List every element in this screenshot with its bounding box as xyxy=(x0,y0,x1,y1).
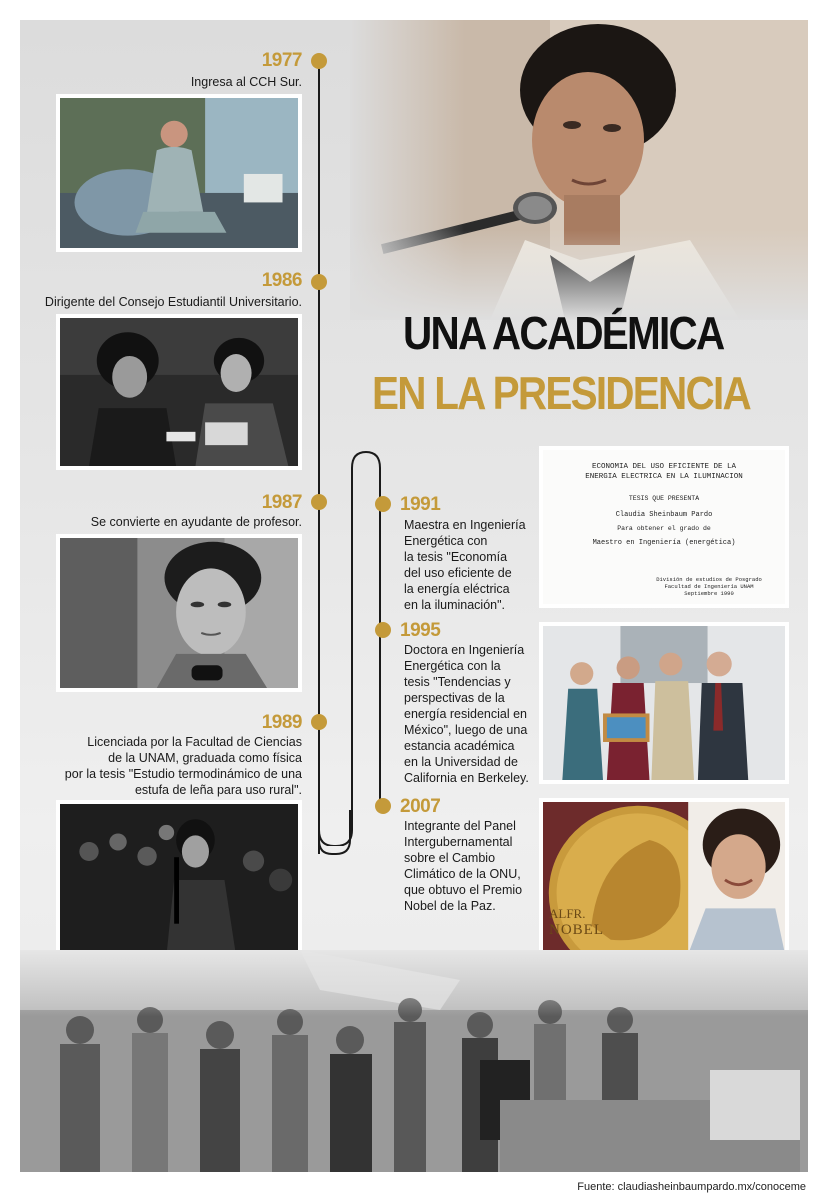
thesis-division: División de estudios de Posgrado xyxy=(656,576,762,583)
timeline-dot-2007 xyxy=(375,798,391,814)
nobel-text-alfr: ALFR. xyxy=(549,906,586,921)
thesis-faculty: Facultad de Ingeniería UNAM xyxy=(664,583,754,590)
thesis-document-photo xyxy=(539,446,789,608)
text-1995-line2: Energética con la xyxy=(404,659,501,673)
text-1991-line5: la energía eléctrica xyxy=(404,582,510,596)
year-1991: 1991 xyxy=(400,494,441,515)
thesis-date: Septiembre 1990 xyxy=(684,590,734,597)
year-1989: 1989 xyxy=(261,712,302,733)
speaker-at-rally-photo xyxy=(56,800,302,960)
woman-at-microphone-photo xyxy=(56,534,302,692)
year-1986: 1986 xyxy=(261,270,302,291)
thesis-title-line2: ENERGIA ELECTRICA EN LA ILUMINACION xyxy=(585,473,743,481)
academic-group-photo xyxy=(539,622,789,784)
text-1995-line1: Doctora en Ingeniería xyxy=(404,643,525,657)
nobel-medal-photo xyxy=(539,798,789,958)
text-1989-line3: por la tesis "Estudio termodinámico de una xyxy=(64,767,302,781)
text-1991-line3: la tesis "Economía xyxy=(404,550,508,564)
text-2007-line6: Nobel de la Paz. xyxy=(404,899,496,913)
infographic-panel xyxy=(20,20,808,1172)
text-1991 xyxy=(404,517,534,613)
timeline-dot-1987 xyxy=(311,494,327,510)
text-1989-line1: Licenciada por la Facultad de Ciencias xyxy=(87,735,302,749)
main-title-line2: EN LA PRESIDENCIA xyxy=(372,367,750,419)
text-1986: Dirigente del Consejo Estudiantil Universitario. xyxy=(44,295,302,309)
hero-portrait-photo xyxy=(350,20,808,320)
timeline-dot-1995 xyxy=(375,622,391,638)
year-1977: 1977 xyxy=(261,50,302,71)
young-woman-seated-photo xyxy=(56,94,302,252)
thesis-presenta: TESIS QUE PRESENTA xyxy=(628,495,700,502)
text-1977: Ingresa al CCH Sur. xyxy=(190,75,302,89)
student-protest-crowd-photo xyxy=(20,950,808,1172)
timeline-loop xyxy=(316,450,386,846)
text-2007 xyxy=(404,818,534,914)
thesis-grado: Para obtener el grado de xyxy=(617,525,711,532)
text-1991-line6: en la iluminación". xyxy=(404,598,506,612)
text-1989-line4: estufa de leña para uso rural". xyxy=(134,783,302,797)
year-2007: 2007 xyxy=(400,796,441,817)
text-1991-line2: Energética con xyxy=(404,534,488,548)
text-1995-line9: California en Berkeley. xyxy=(404,771,529,785)
text-1995-line5: energía residencial en xyxy=(404,707,527,721)
text-1991-line4: del uso eficiente de xyxy=(404,566,512,580)
text-1991-line1: Maestra en Ingeniería xyxy=(404,518,526,532)
text-1995-line8: en la Universidad de xyxy=(404,755,518,769)
timeline-loop-bottom xyxy=(318,810,358,856)
text-1995-line6: México", luego de una xyxy=(404,723,528,737)
main-title-line1: UNA ACADÉMICA xyxy=(403,307,724,359)
text-2007-line3: sobre el Cambio xyxy=(404,851,496,865)
timeline-dot-1986 xyxy=(311,274,327,290)
source-footer: Fuente: claudiasheinbaumpardo.mx/conoceme xyxy=(577,1181,806,1193)
thesis-degree: Maestro en Ingeniería (energética) xyxy=(592,539,736,547)
text-1989-line2: de la UNAM, graduada como física xyxy=(108,751,302,765)
nobel-text-nobel: NOBEL xyxy=(549,922,604,938)
timeline-dot-1991 xyxy=(375,496,391,512)
text-2007-line2: Intergubernamental xyxy=(404,835,513,849)
text-1989 xyxy=(40,734,302,798)
text-2007-line5: que obtuvo el Premio xyxy=(404,883,523,897)
text-1995 xyxy=(404,642,536,786)
thesis-author: Claudia Sheinbaum Pardo xyxy=(615,511,713,519)
text-2007-line4: Climático de la ONU, xyxy=(404,867,521,881)
student-council-meeting-photo xyxy=(56,314,302,470)
text-1995-line3: tesis "Tendencias y xyxy=(404,675,511,689)
text-1995-line4: perspectivas de la xyxy=(404,691,505,705)
timeline-dot-1977 xyxy=(311,53,327,69)
text-2007-line1: Integrante del Panel xyxy=(404,819,516,833)
year-1987: 1987 xyxy=(261,492,302,513)
thesis-title-line1: ECONOMIA DEL USO EFICIENTE DE LA xyxy=(591,463,737,471)
year-1995: 1995 xyxy=(400,620,441,641)
text-1987: Se convierte en ayudante de profesor. xyxy=(90,515,302,529)
text-1995-line7: estancia académica xyxy=(404,739,515,753)
timeline-dot-1989 xyxy=(311,714,327,730)
